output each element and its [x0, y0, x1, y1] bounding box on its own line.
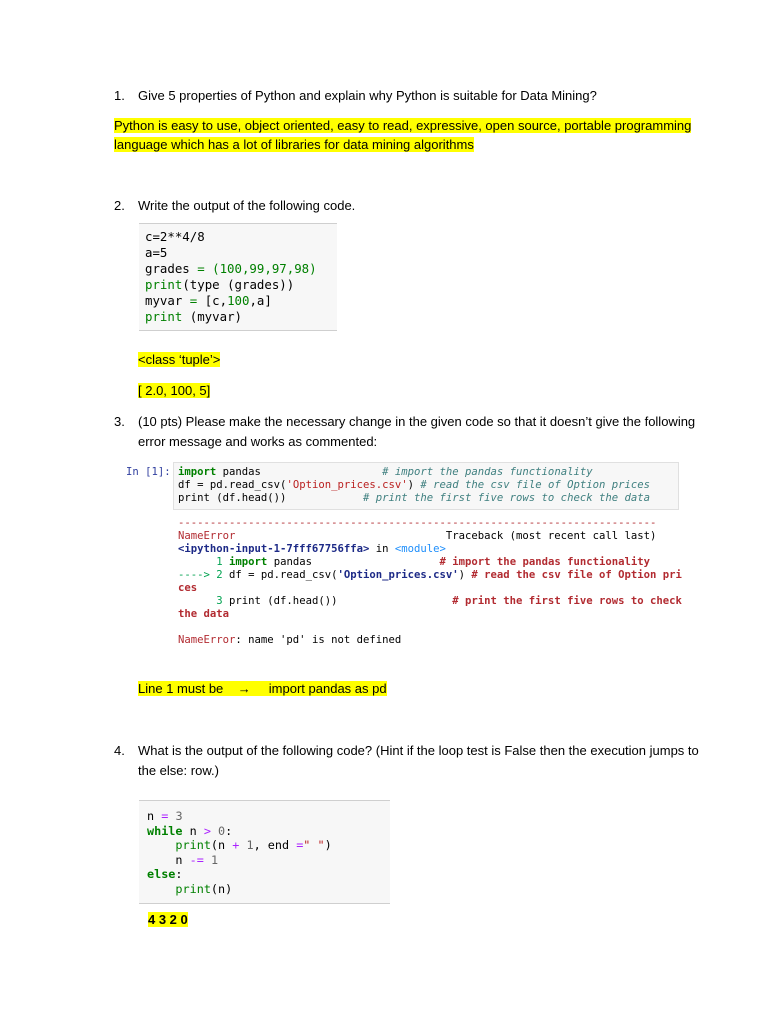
code-line: print(n + 1, end =" "): [147, 838, 332, 852]
code-block-q2: [139, 223, 337, 331]
code-line: while n > 0:: [147, 823, 233, 838]
code-line: c=2**4/8: [145, 229, 205, 244]
notebook-snippet: [123, 462, 683, 658]
answer-2-line-2: [ 2.0, 100, 5]: [138, 383, 211, 398]
code-line: a=5: [145, 245, 168, 260]
question-number: 4.: [114, 743, 125, 758]
answer-3: Line 1 must be → import pandas as pd: [138, 681, 387, 696]
question-text: What is the output of the following code? (Hint if the loop test is False then the execution jumps to the else: row.): [138, 743, 699, 778]
question-text: (10 pts) Please make the necessary change in the given code so that it doesn’t give the following error message and works as commented:: [138, 414, 696, 449]
answer-2-line-1: <class ‘tuple’>: [138, 352, 221, 367]
code-block-q4: [139, 800, 390, 904]
question-number: 2.: [114, 198, 125, 213]
answer-1-line-2: language which has a lot of libraries for data mining algorithms: [114, 137, 474, 152]
error-output: --------------------------------------------------------------------------- NameError Traceback (most recent call last) <ipython-input-1-7fff67756ffa> in <module> 1 import pandas # import the pandas functionality ----> 2 df = pd.read_csv('Option_prices.csv') # read the csv file of Option pri ces 3 print (df.head()) # print the first five rows to check the data NameError: name 'pd' is not defined: [178, 517, 682, 646]
code-line: grades = (100,99,97,98): [145, 261, 317, 276]
answer-1: [114, 116, 714, 154]
question-text: Write the output of the following code.: [138, 198, 356, 213]
code-line: n = 3: [147, 809, 183, 823]
answer-1-line-1: Python is easy to use, object oriented, easy to read, expressive, open source, portable programming: [114, 118, 692, 133]
question-text: Give 5 properties of Python and explain why Python is suitable for Data Mining?: [138, 88, 597, 103]
code-line: print(type (grades)): [145, 277, 295, 292]
answer-4: 4 3 2 0: [148, 912, 188, 927]
code-line: myvar = [c,100,a]: [145, 293, 272, 308]
code-line: print(n): [147, 881, 233, 896]
code-line: print (myvar): [145, 309, 242, 324]
cell-prompt: In [1]:: [126, 466, 171, 478]
code-cell: import pandas # import the pandas functionality df = pd.read_csv('Option_prices.csv') # read the csv file of Option prices print (df.head()) # print the first five rows to check the data: [173, 462, 679, 510]
code-line: n -= 1: [147, 852, 219, 867]
question-number: 3.: [114, 414, 125, 429]
question-number: 1.: [114, 88, 125, 103]
arrow-icon: →: [237, 681, 251, 696]
code-line: else:: [147, 867, 183, 881]
